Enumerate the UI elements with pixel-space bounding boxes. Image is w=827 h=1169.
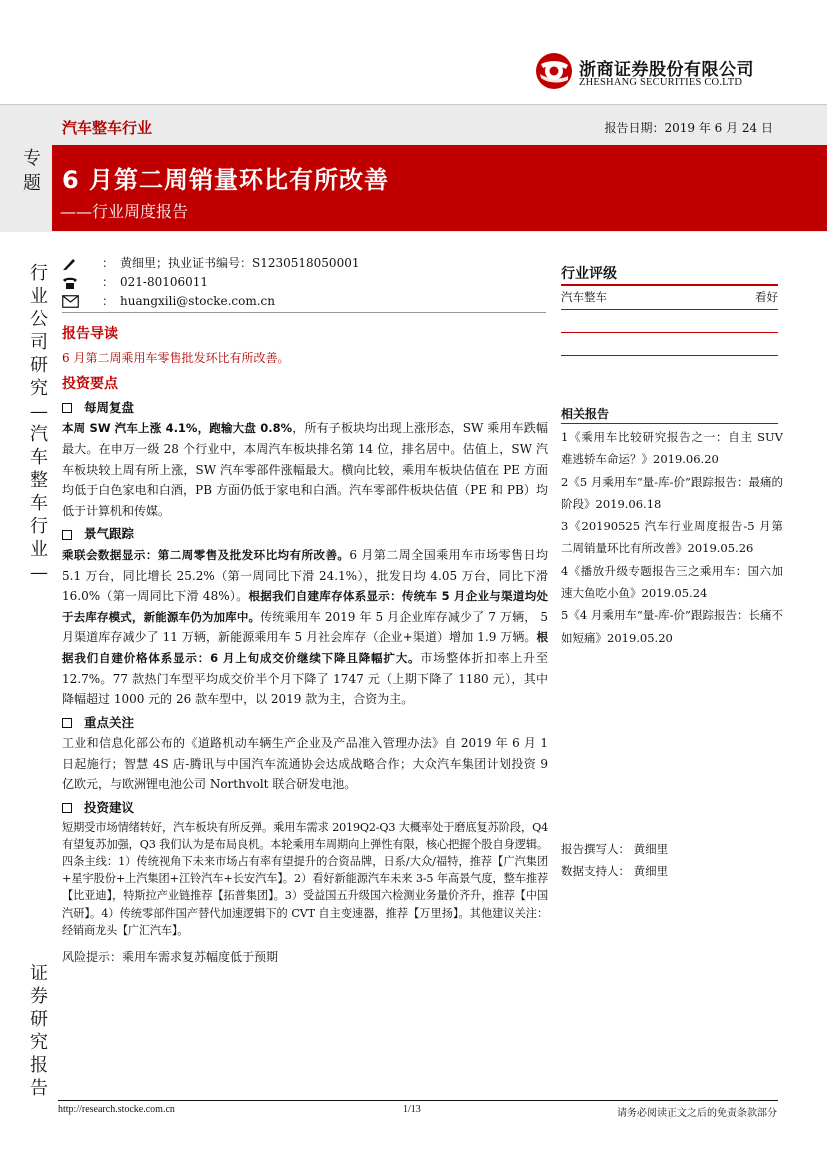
page-subtitle: ——行业周度报告: [60, 202, 189, 221]
vertical-tag-bottom: [24, 962, 54, 1100]
vertical-tag-char: 报: [30, 1055, 48, 1076]
vertical-tag-char: 司: [30, 332, 48, 353]
vertical-tag-char: 证: [30, 963, 48, 984]
related-report-item[interactable]: 4《播放升级专题报告三之乘用车：国六加速大鱼吃小鱼》2019.05.24: [561, 563, 783, 601]
section-heading: [62, 713, 548, 734]
disclaimer-note: 请务必阅读正文之后的免责条款部分: [617, 1108, 777, 1119]
body-text: 短期受市场情绪转好，汽车板块有所反弹。乘用车需求 2019Q2-Q3 大概率处于磨底复苏阶段，Q4 有望复苏加强，Q3 我们认为是布局良机。本轮乘用车周期向上弹性有限，核心把握个股自身逻辑。四条主线：1）传统视角下未来市场占有率有望提升的合资品牌，日系/大众/福特，推荐【广汽集团+星宇股份+上汽集团+江铃汽车+长安汽车】。2）看好新能源汽车未来 3-5 年高景气度，整车推荐【比亚迪】，特斯拉产业链推荐【拓普集团】。3）受益国五升级国六检测业务量价齐升，推荐【中国汽研】。4）传统零部件国产替代加速逻辑下的 CVT 自主变速器，推荐【万里扬】。其他建议关注：经销商龙头【广汇汽车】。: [62, 820, 548, 937]
related-divider: [561, 423, 778, 424]
footer-divider: [58, 1100, 778, 1101]
emphasis-text: 根据我们自建库存体系显示：传统车 5 月企业与渠道均处于去库存模式，新能源车仍为加库中。: [62, 589, 548, 624]
emphasis-text: 本周 SW 汽车上涨 4.1%，跑输大盘 0.8%: [62, 421, 293, 436]
vertical-tag-char: 行: [30, 263, 48, 284]
key-points-heading: 投资要点: [62, 376, 118, 393]
guide-text: 6 月第二周乘用车零售批发环比有所改善。: [62, 350, 290, 365]
rating-divider-2: [561, 332, 778, 333]
vertical-tag-char: 告: [30, 1078, 48, 1099]
analyst-name: 黄细里；执业证书编号：S1230518050001: [120, 256, 360, 270]
vertical-tag-char: 研: [30, 355, 48, 376]
analyst-phone: 021-80106011: [120, 275, 209, 289]
vertical-tag-char: —: [30, 562, 48, 583]
main-content: [62, 320, 548, 968]
analyst-contacts: [62, 254, 359, 311]
report-date: 报告日期：2019 年 6 月 24 日: [604, 121, 773, 135]
emphasis-text: 根据我们自建价格体系显示：6 月上旬成交价继续下降且降幅扩大。: [62, 630, 548, 665]
body-text: 6 月第二周全国乘用车市场零售日均 5.1 万台，同比增长 25.2%（第一周同比下滑 24.1%），批发日均 4.05 万台，同比下滑 16.0%（第一周同比下滑 48%）。: [62, 547, 549, 604]
checkbox-square-icon: [62, 530, 72, 540]
rating-divider-3: [561, 355, 778, 356]
vertical-tag-char: 整: [30, 470, 48, 491]
analyst-email-row: ： huangxili@stocke.com.cn: [62, 292, 359, 311]
risk-note: 风险提示：乘用车需求复苏幅度低于预期: [62, 950, 279, 965]
analyst-phone-row: ： 021-80106011: [62, 273, 359, 292]
related-report-item[interactable]: 5《4 月乘用车“量-库-价”跟踪报告：长痛不如短痛》2019.05.20: [561, 608, 783, 645]
section-title: 景气跟踪: [84, 526, 135, 542]
section-title: 投资建议: [84, 800, 135, 816]
rating-row: [561, 289, 778, 305]
vertical-tag-char: 券: [30, 986, 48, 1007]
vertical-tag-char: 究: [30, 378, 48, 399]
related-reports-list: [561, 426, 783, 649]
emphasis-text: 乘联会数据显示：第二周零售及批发环比均有所改善。: [62, 547, 350, 562]
footer-url[interactable]: http://research.stocke.com.cn: [58, 1104, 175, 1115]
authors-block: [561, 838, 668, 882]
page-title: 6 月第二周销量环比有所改善: [62, 166, 390, 194]
related-report-item[interactable]: 1《乘用车比较研究报告之一：自主 SUV 难逃轿车命运？》2019.06.20: [561, 430, 783, 467]
rating-sector: 汽车整车: [561, 290, 607, 304]
vertical-tag-char: 车: [30, 493, 48, 514]
vertical-tag-top: [24, 262, 54, 584]
section-title: 每周复盘: [84, 399, 135, 415]
section-title: 重点关注: [84, 714, 135, 730]
section-heading: [62, 398, 548, 419]
company-name-cn: 浙商证券股份有限公司: [579, 60, 754, 80]
body-text: 传统乘用车 2019 年 5 月企业库存减少了 7 万辆， 5 月渠道库存减少了 11 万辆，新能源乘用车 5 月社会库存（企业+渠道）增加 1.9 万辆。: [62, 609, 549, 645]
rating-divider-top: [561, 284, 778, 286]
header-divider: [0, 104, 827, 105]
contacts-divider: [62, 312, 546, 313]
section-paragraph: [62, 819, 548, 939]
section-heading: [62, 524, 548, 545]
industry-label: 汽车整车行业: [62, 119, 153, 137]
section-paragraph: [62, 733, 548, 795]
analyst-email[interactable]: huangxili@stocke.com.cn: [120, 294, 276, 308]
report-writer: 报告撰写人： 黄细里: [561, 842, 669, 856]
checkbox-square-icon: [62, 403, 72, 413]
logo-mark-icon: [535, 52, 573, 90]
analyst-name-row: ： 黄细里；执业证书编号：S1230518050001: [62, 254, 359, 273]
rating-divider-1: [561, 309, 778, 310]
vertical-tag-char: —: [30, 401, 48, 422]
company-name-en: ZHESHANG SECURITIES CO.LTD: [579, 77, 743, 88]
section-heading: [62, 798, 548, 819]
related-report-item[interactable]: 3《20190525 汽车行业周度报告-5 月第二周销量环比有所改善》2019.05.26: [561, 519, 783, 556]
mail-icon: [62, 295, 79, 308]
vertical-tag-char: 研: [30, 1009, 48, 1030]
vertical-tag-char: 行: [30, 516, 48, 537]
body-text: 市场整体折扣率上升至 12.7%。77 款热门车型平均成交价半个月下降了 1747 元（上期下降了 1180 元），其中降幅超过 1000 元的 26 款车型中，以 2019 款为主，合资为主。: [62, 650, 548, 707]
body-text: 工业和信息化部公布的《道路机动车辆生产企业及产品准入管理办法》自 2019 年 6 月 1 日起施行；智慧 4S 店-腾讯与中国汽车流通协会达成战略合作；大众汽车集团计划投资 9 亿欧元，与欧洲锂电池公司 Northvolt 联合研发电池。: [62, 736, 548, 792]
company-logo: [535, 52, 775, 96]
related-heading: 相关报告: [561, 407, 610, 421]
vertical-tag-char: 业: [30, 286, 48, 307]
section-paragraph: [62, 545, 548, 710]
rating-value: 看好: [755, 290, 778, 304]
vertical-tag-char: 业: [30, 539, 48, 560]
page-number: 1/13: [403, 1104, 421, 1115]
body-text: ，所有子板块均出现上涨形态，SW 乘用车跌幅最大。在申万一级 28 个行业中，本周汽车板块排名第 14 位，排名居中。估值上，SW 汽车板块较上周有所上涨，SW 汽车零部件涨幅最大。横向比较，乘用车板块估值在 PE 方面均低于白色家电和白酒，PB 方面仍低于家电和白酒。汽车零部件板块估值（PE 和 PB）均低于计算机和传媒。: [62, 421, 548, 518]
pen-icon: [62, 257, 78, 271]
checkbox-square-icon: [62, 718, 72, 728]
checkbox-square-icon: [62, 803, 72, 813]
vertical-tag-char: 究: [30, 1032, 48, 1053]
vertical-tag-char: 汽: [30, 424, 48, 445]
section-paragraph: [62, 418, 548, 521]
guide-heading: 报告导读: [62, 326, 118, 342]
phone-icon: [62, 276, 78, 290]
special-tag: 专题: [23, 148, 41, 194]
key-points-sections: [62, 398, 548, 939]
related-report-item[interactable]: 2《5 月乘用车“量-库-价”跟踪报告：最痛的阶段》2019.06.18: [561, 474, 783, 511]
vertical-tag-char: 车: [30, 447, 48, 468]
rating-heading: 行业评级: [561, 266, 617, 282]
data-supporter: 数据支持人： 黄细里: [561, 864, 669, 878]
vertical-tag-char: 公: [30, 309, 48, 330]
